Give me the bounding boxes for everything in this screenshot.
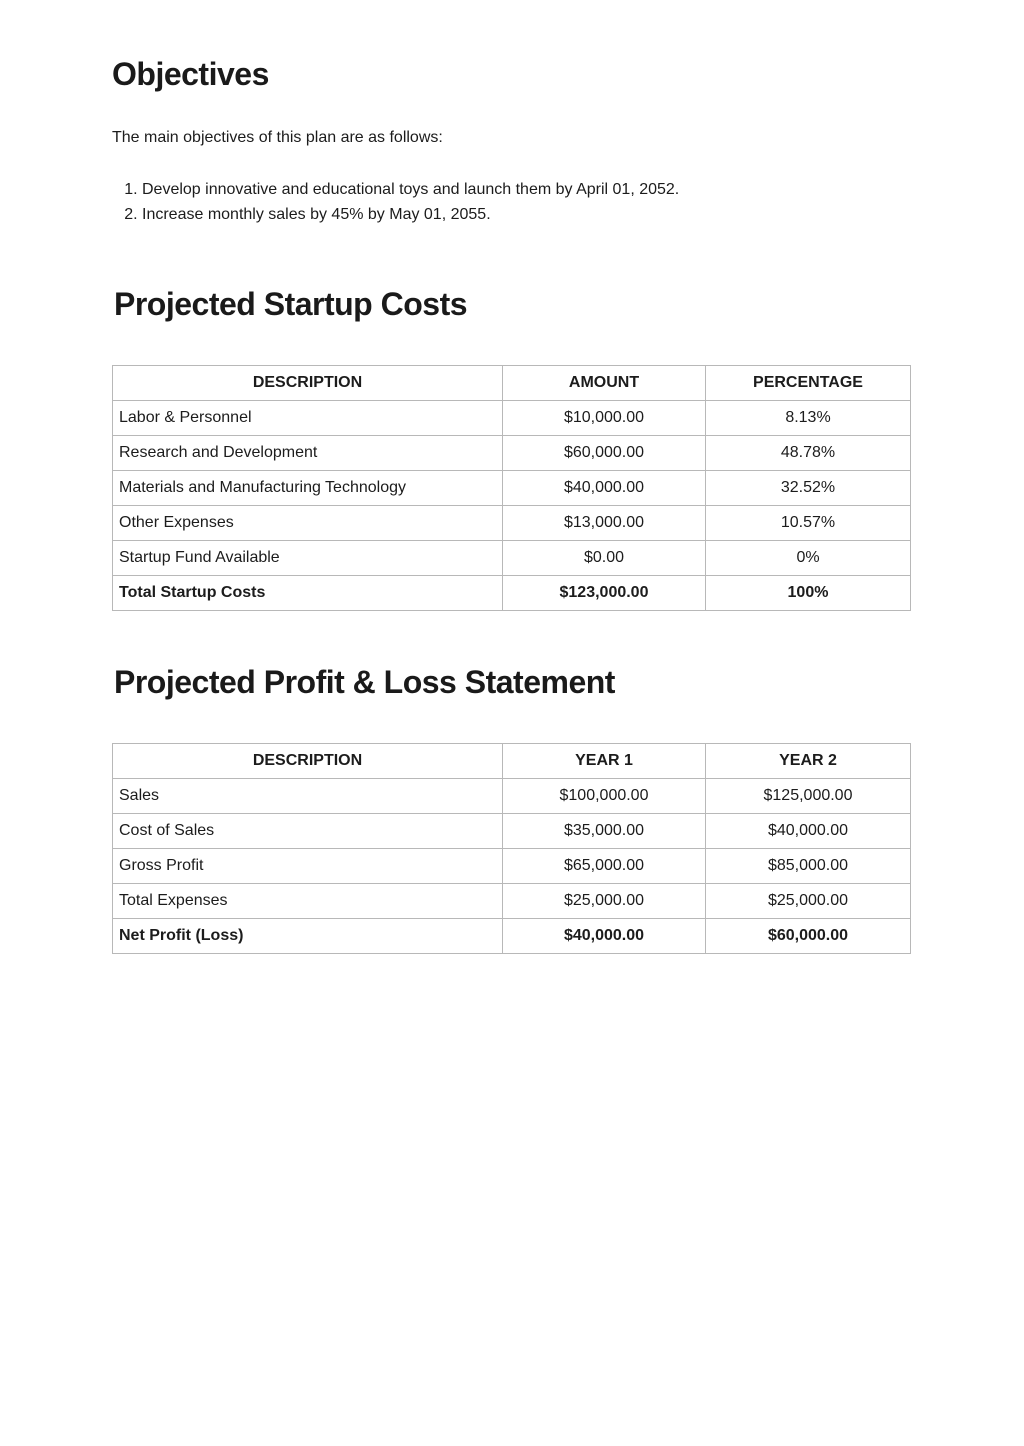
- table-header-row: [113, 366, 911, 401]
- table-row: [113, 884, 911, 919]
- column-header: YEAR 2: [706, 744, 911, 779]
- total-amount: $123,000.00: [503, 576, 706, 611]
- row-year1: $100,000.00: [503, 779, 706, 814]
- row-year2: $85,000.00: [706, 849, 911, 884]
- total-percentage: 100%: [706, 576, 911, 611]
- row-amount: $0.00: [503, 541, 706, 576]
- row-description: Gross Profit: [113, 849, 503, 884]
- total-description: Total Startup Costs: [113, 576, 503, 611]
- row-percentage: 8.13%: [706, 401, 911, 436]
- table-row: [113, 779, 911, 814]
- objectives-heading: Objectives: [112, 56, 269, 92]
- list-item: 2. Increase monthly sales by 45% by May 01, 2055.: [142, 202, 679, 227]
- column-header: AMOUNT: [503, 366, 706, 401]
- table-header-row: [113, 744, 911, 779]
- objectives-intro: The main objectives of this plan are as follows:: [112, 129, 443, 146]
- row-description: Total Expenses: [113, 884, 503, 919]
- row-year1: $35,000.00: [503, 814, 706, 849]
- row-percentage: 48.78%: [706, 436, 911, 471]
- profit-loss-table: [112, 743, 911, 954]
- table-row: [113, 541, 911, 576]
- row-year2: $25,000.00: [706, 884, 911, 919]
- row-description: Cost of Sales: [113, 814, 503, 849]
- column-header: YEAR 1: [503, 744, 706, 779]
- column-header: DESCRIPTION: [113, 366, 503, 401]
- total-row: [113, 576, 911, 611]
- row-percentage: 10.57%: [706, 506, 911, 541]
- objectives-list: [112, 177, 679, 227]
- table-row: [113, 436, 911, 471]
- total-year2: $60,000.00: [706, 919, 911, 954]
- list-item: 1. Develop innovative and educational toys and launch them by April 01, 2052.: [142, 177, 679, 202]
- startup-costs-heading: Projected Startup Costs: [114, 286, 468, 322]
- row-year1: $25,000.00: [503, 884, 706, 919]
- table-row: [113, 849, 911, 884]
- table-row: [113, 814, 911, 849]
- row-description: Labor & Personnel: [113, 401, 503, 436]
- table-row: [113, 401, 911, 436]
- row-amount: $40,000.00: [503, 471, 706, 506]
- total-year1: $40,000.00: [503, 919, 706, 954]
- row-description: Research and Development: [113, 436, 503, 471]
- row-year1: $65,000.00: [503, 849, 706, 884]
- profit-loss-heading: Projected Profit & Loss Statement: [114, 664, 615, 700]
- row-amount: $60,000.00: [503, 436, 706, 471]
- row-year2: $40,000.00: [706, 814, 911, 849]
- row-description: Sales: [113, 779, 503, 814]
- startup-costs-table: [112, 365, 911, 611]
- row-description: Startup Fund Available: [113, 541, 503, 576]
- row-percentage: 32.52%: [706, 471, 911, 506]
- row-amount: $10,000.00: [503, 401, 706, 436]
- column-header: PERCENTAGE: [706, 366, 911, 401]
- table-row: [113, 471, 911, 506]
- row-description: Other Expenses: [113, 506, 503, 541]
- total-description: Net Profit (Loss): [113, 919, 503, 954]
- row-year2: $125,000.00: [706, 779, 911, 814]
- row-description: Materials and Manufacturing Technology: [113, 471, 503, 506]
- column-header: DESCRIPTION: [113, 744, 503, 779]
- row-percentage: 0%: [706, 541, 911, 576]
- row-amount: $13,000.00: [503, 506, 706, 541]
- table-row: [113, 506, 911, 541]
- total-row: [113, 919, 911, 954]
